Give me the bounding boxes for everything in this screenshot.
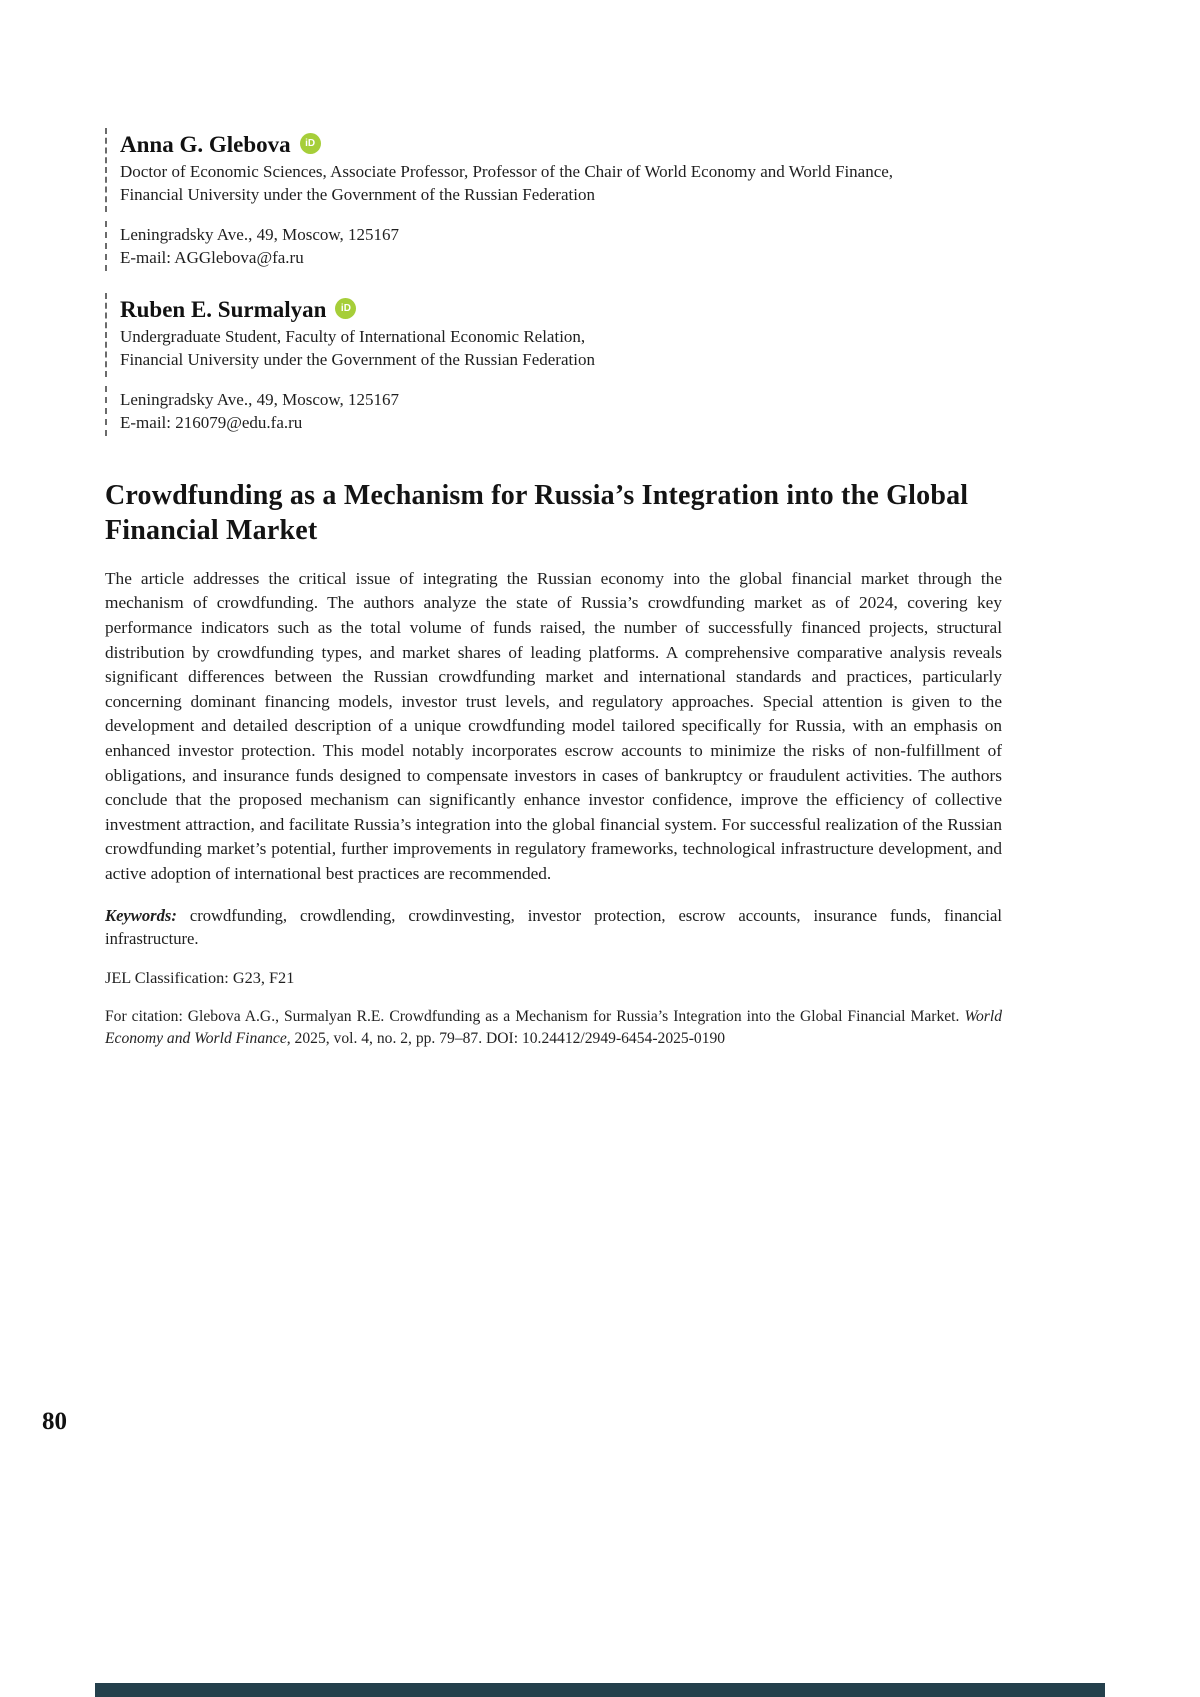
citation-suffix: , 2025, vol. 4, no. 2, pp. 79–87. DOI: 10.24412/2949-6454-2025-0190	[286, 1030, 726, 1048]
keywords-line	[105, 904, 1002, 951]
jel-classification: JEL Classification: G23, F21	[105, 968, 295, 988]
author-block	[105, 128, 1002, 271]
orcid-icon: iD	[300, 133, 321, 154]
abstract-text: The article addresses the critical issue of integrating the Russian economy into the global financial market through the mechanism of crowdfunding. The authors analyze the state of Russia’s crowdfunding market as of 2024, covering key performance indicators such as the total volume of funds raised, the number of successfully financed projects, structural distribution by crowdfunding types, and market shares of leading platforms. A comprehensive comparative analysis reveals significant differences between the Russian crowdfunding market and international standards and practices, particularly concerning dominant financing models, investor trust levels, and regulatory approaches. Special attention is given to the development and detailed description of a unique crowdfunding model tailored specifically for Russia, with an emphasis on enhanced investor protection. This model notably incorporates escrow accounts to minimize the risks of non-fulfillment of obligations, and insurance funds designed to compensate investors in cases of bankruptcy or fraudulent activities. The authors conclude that the proposed mechanism can significantly enhance investor confidence, improve the efficiency of collective investment attraction, and facilitate Russia’s integration into the global financial system. For successful realization of the Russian crowdfunding market’s potential, further improvements in regulatory frameworks, technological infrastructure development, and active adoption of international best practices are recommended.	[105, 568, 1002, 883]
keywords-text: crowdfunding, crowdlending, crowdinvesting, investor protection, escrow accounts, insurance funds, financial infrastructure.	[105, 905, 1002, 949]
author-contact	[105, 221, 1002, 271]
author-affiliation-line: Financial University under the Government of the Russian Federation	[120, 185, 595, 204]
author-name: Ruben E. Surmalyan	[120, 297, 327, 322]
author-email: E-mail: 216079@edu.fa.ru	[120, 413, 303, 432]
author-email: E-mail: AGGlebova@fa.ru	[120, 248, 304, 267]
page-content	[105, 128, 1002, 1066]
author-address: Leningradsky Ave., 49, Moscow, 125167	[120, 390, 400, 409]
citation-line	[105, 1006, 1002, 1051]
author-address: Leningradsky Ave., 49, Moscow, 125167	[120, 225, 400, 244]
footer-bar	[95, 1683, 1105, 1697]
author-header	[105, 128, 1002, 212]
author-header	[105, 293, 1002, 377]
author-name: Anna G. Glebova	[120, 132, 291, 157]
author-affiliation-line: Undergraduate Student, Faculty of International Economic Relation,	[120, 327, 586, 346]
article-title: Crowdfunding as a Mechanism for Russia’s Integration into the Global Financial Market	[105, 480, 969, 546]
author-affiliation-line: Doctor of Economic Sciences, Associate Professor, Professor of the Chair of World Economy and World Finance,	[120, 162, 894, 181]
page-number: 80	[42, 1408, 67, 1435]
keywords-label: Keywords:	[105, 905, 177, 925]
citation-journal-name: World Economy and World Finance	[105, 1007, 1002, 1048]
author-contact	[105, 386, 1002, 436]
orcid-icon: iD	[335, 298, 356, 319]
citation-prefix: For citation: Glebova A.G., Surmalyan R.E. Crowdfunding as a Mechanism for Russia’s Integration into the Global Financial Market.	[105, 1007, 965, 1025]
author-affiliation-line: Financial University under the Government of the Russian Federation	[120, 350, 595, 369]
author-block	[105, 293, 1002, 436]
